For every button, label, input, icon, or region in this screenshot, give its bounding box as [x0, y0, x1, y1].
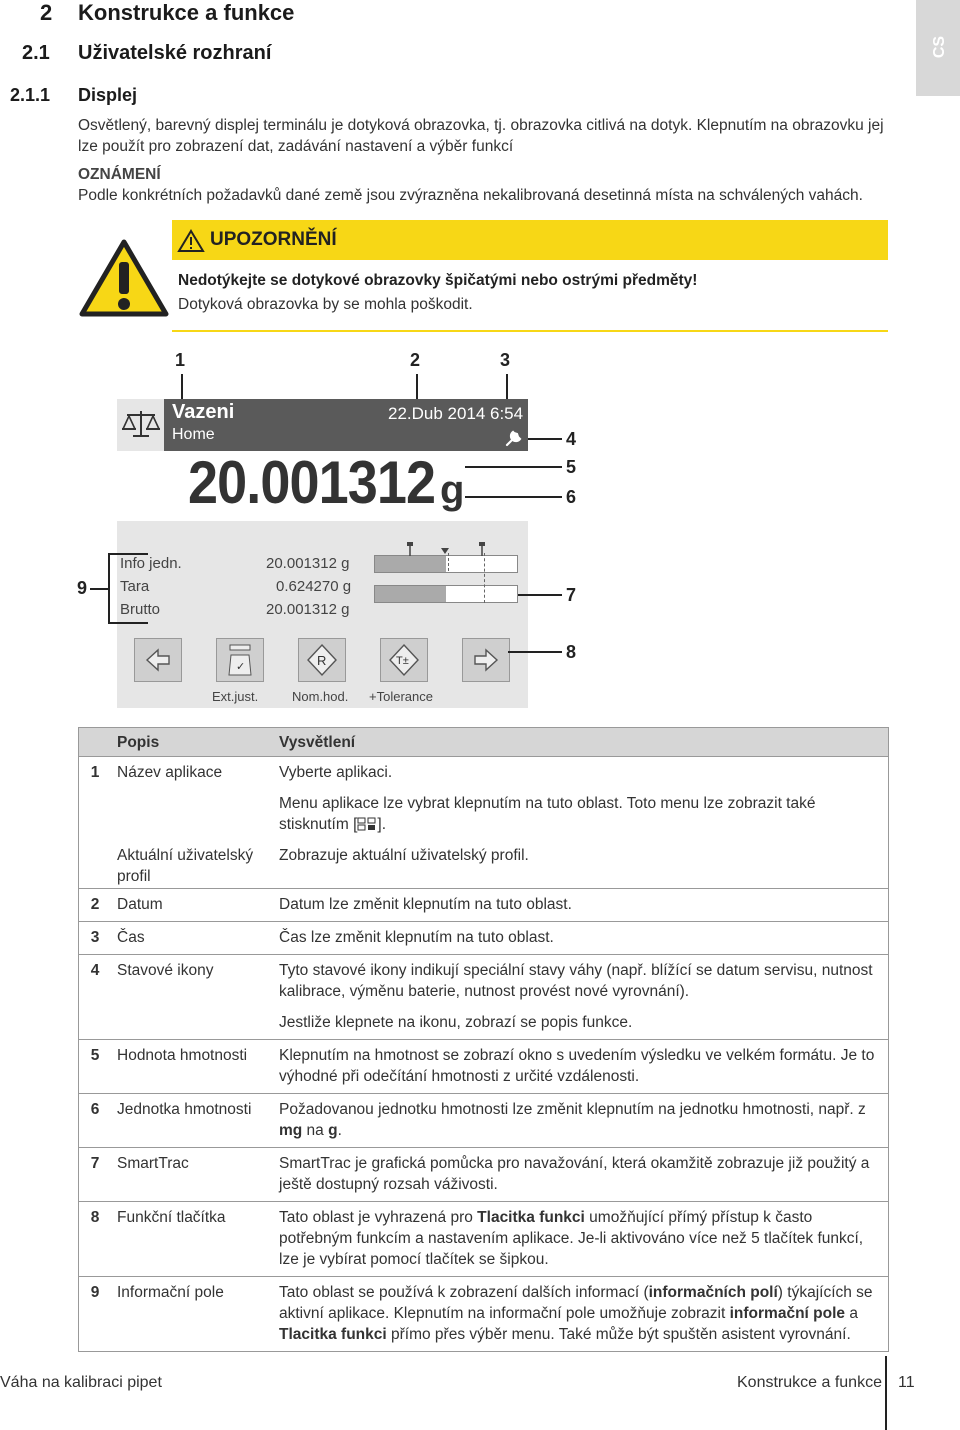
row-number: 6	[79, 1094, 112, 1148]
table-row	[79, 1277, 889, 1352]
row-description	[273, 789, 889, 841]
svg-text:T±: T±	[396, 655, 409, 667]
smarttrac-bar-bottom	[374, 585, 518, 603]
row-text-bold: informačních polí	[648, 1284, 778, 1301]
language-tab	[916, 0, 960, 96]
time-display[interactable]: 6:54	[490, 404, 524, 423]
date-display[interactable]: 22.Dub 2014	[388, 404, 486, 423]
row-text-bold: mg	[279, 1122, 303, 1139]
row-label: SmartTrac	[111, 1148, 273, 1202]
arrow-right-button[interactable]	[462, 638, 510, 682]
tolerance-icon	[381, 639, 427, 681]
info-field-value[interactable]: 20.001312 g	[266, 601, 350, 618]
row-text: a	[845, 1305, 858, 1322]
row-label: Čas	[111, 922, 273, 955]
callout-1: 1	[175, 350, 186, 370]
svg-text:R: R	[317, 653, 327, 668]
weight-unit[interactable]: g	[440, 468, 465, 512]
app-name[interactable]: Vazeni	[172, 401, 235, 423]
chapter-heading	[40, 0, 294, 26]
leader-7	[518, 594, 562, 596]
smarttrac-markers-icon	[400, 540, 500, 560]
row-text: Požadovanou jednotku hmotnosti lze změnit klepnutím na jednotku hmotnosti, např. z	[279, 1101, 866, 1118]
row-label: Funkční tlačítka	[111, 1202, 273, 1277]
subsection-title: Displej	[78, 85, 138, 105]
ext-adjust-button[interactable]	[216, 638, 264, 682]
table-row	[79, 789, 889, 841]
row-description: Tyto stavové ikony indikují speciální stavy váhy (např. blížící se datum servisu, nutnost kalibrace, výměnu baterie, nutnost provést nové vyrovnání).	[273, 955, 889, 1009]
table-row	[79, 889, 889, 922]
info-bracket-bottom	[108, 622, 148, 624]
app-menu-icon	[357, 817, 377, 831]
row-label: Datum	[111, 889, 273, 922]
warning-triangle-icon	[78, 238, 170, 318]
arrow-left-button[interactable]	[134, 638, 182, 682]
section-number: 2.1	[22, 42, 50, 64]
table-row	[79, 1040, 889, 1094]
row-text: ].	[377, 816, 387, 833]
table-row	[79, 1008, 889, 1040]
subsection-heading	[10, 85, 137, 106]
smarttrac-divider-2	[484, 553, 485, 603]
row-description: Čas lze změnit klepnutím na tuto oblast.	[273, 922, 889, 955]
warning-bold-text: Nedotýkejte se dotykové obrazovky špičatými nebo ostrými předměty!	[178, 272, 698, 289]
row-number: 3	[79, 922, 112, 955]
callout-7: 7	[566, 585, 577, 605]
leader-6	[465, 496, 562, 498]
page-number: 11	[898, 1374, 915, 1391]
footer-separator	[885, 1356, 887, 1430]
row-description: Datum lze změnit klepnutím na tuto oblast.	[273, 889, 889, 922]
warning-bottom-rule	[172, 330, 888, 332]
info-field-value[interactable]: 0.624270 g	[276, 578, 352, 595]
svg-text:✓: ✓	[236, 661, 246, 673]
row-text-bold: g	[328, 1122, 338, 1139]
leader-5	[465, 466, 562, 468]
row-text-bold: informační pole	[729, 1305, 846, 1322]
ext-adjust-label: Ext.just.	[212, 689, 259, 704]
arrow-right-icon	[463, 639, 509, 681]
row-text: Tato oblast se používá k zobrazení dalších informací (	[279, 1284, 649, 1301]
row-text-bold: Tlacitka funkci	[279, 1326, 387, 1343]
row-number: 7	[79, 1148, 112, 1202]
info-bracket	[108, 553, 110, 623]
table-header-row	[79, 728, 889, 757]
footer-doc-title: Váha na kalibraci pipet	[0, 1374, 162, 1391]
warning-small-icon	[177, 229, 205, 253]
intro-paragraph: Osvětlený, barevný displej terminálu je dotyková obrazovka, tj. obrazovka citlivá na dotyk. Klepnutím na obrazovku jej lze použít pro zobrazení dat, zadávání nastavení a výběr funkcí	[78, 117, 884, 155]
nominal-value-label: Nom.hod.	[292, 689, 349, 704]
row-description: Zobrazuje aktuální uživatelský profil.	[279, 847, 529, 864]
table-row	[79, 757, 889, 790]
row-number: 9	[79, 1277, 112, 1352]
info-field-label[interactable]: Brutto	[120, 601, 161, 618]
row-description	[273, 1094, 889, 1148]
row-text: umožňující přímý přístup k často potřebným funkcím a nastavením aplikace. Je-li aktivováno více než 5 tlačítek funkcí, lze je vybírat pomocí tlačítek se šipkou.	[279, 1209, 864, 1268]
header-vysvetleni: Vysvětlení	[273, 728, 889, 757]
row-text-bold: Tlacitka funkci	[477, 1209, 585, 1226]
table-row	[79, 955, 889, 1009]
wrench-status-icon[interactable]	[504, 428, 526, 448]
table-row	[79, 841, 889, 889]
leader-8	[508, 651, 562, 653]
chapter-title: Konstrukce a funkce	[78, 0, 295, 25]
row-text: Tato oblast je vyhrazená pro	[279, 1209, 478, 1226]
row-label: Stavové ikony	[111, 955, 273, 1009]
table-row	[79, 1202, 889, 1277]
section-title: Uživatelské rozhraní	[78, 42, 272, 64]
row-label: Hodnota hmotnosti	[111, 1040, 273, 1094]
leader-9	[90, 588, 108, 590]
row-number: 1	[79, 757, 112, 790]
row-label: Název aplikace	[111, 757, 273, 790]
row-description: Klepnutím na hmotnost se zobrazí okno s uvedením výsledku ve velkém formátu. Je to výhodné při odečítání hmotnosti z určité vzdálenosti.	[273, 1040, 889, 1094]
section-heading	[22, 42, 271, 65]
row-label: Jednotka hmotnosti	[111, 1094, 273, 1148]
callout-3: 3	[500, 350, 511, 370]
row-description	[273, 1202, 889, 1277]
row-text: ) týkajících se aktivní aplikace. Klepnutím na informační pole umožňuje zobrazit	[279, 1284, 873, 1322]
row-number: 4	[79, 955, 112, 1009]
table-row	[79, 1148, 889, 1202]
row-number: 2	[79, 889, 112, 922]
tolerance-button[interactable]	[380, 638, 428, 682]
callout-8: 8	[566, 642, 577, 662]
row-description: SmartTrac je grafická pomůcka pro navažování, která okamžitě zobrazuje již použitý a ještě dostupný rozsah váživosti.	[273, 1148, 889, 1202]
callout-6: 6	[566, 487, 577, 507]
user-profile[interactable]: Home	[172, 426, 215, 443]
table-row	[79, 1094, 889, 1148]
reference-weight-icon	[299, 639, 345, 681]
row-label: Aktuální uživatelský profil	[117, 847, 254, 885]
row-text: Menu aplikace lze vybrat klepnutím na tuto oblast. Toto menu lze zobrazit také stisknutím [	[279, 795, 816, 833]
weight-value[interactable]: 20.001312	[188, 449, 436, 516]
balance-scale-icon[interactable]	[121, 408, 161, 440]
callout-4: 4	[566, 429, 577, 449]
row-description: Vyberte aplikaci.	[273, 757, 889, 790]
notice-title: OZNÁMENÍ	[78, 166, 161, 183]
chapter-number: 2	[40, 0, 53, 25]
notice-text: Podle konkrétních požadavků dané země jsou zvýrazněna nekalibrovaná desetinná místa na schválených vahách.	[78, 187, 863, 204]
header-popis: Popis	[111, 728, 273, 757]
row-description	[273, 1277, 889, 1352]
weight-adjust-icon	[217, 639, 263, 681]
language-code: CS	[931, 35, 949, 59]
tolerance-label: +Tolerance	[369, 689, 433, 704]
info-field-value[interactable]: 20.001312 g	[266, 555, 350, 572]
footer-chapter: Konstrukce a funkce	[737, 1374, 882, 1391]
header-number	[79, 728, 112, 757]
warning-title: UPOZORNĚNÍ	[210, 229, 337, 250]
row-text: .	[337, 1122, 342, 1139]
row-text: na	[302, 1122, 329, 1139]
row-text: přímo přes výběr menu. Také může být spuštěn asistent vyrovnání.	[386, 1326, 851, 1343]
row-label: Informační pole	[111, 1277, 273, 1352]
smarttrac-fill-bottom	[375, 586, 446, 602]
leader-4	[528, 438, 562, 440]
warning-text: Dotyková obrazovka by se mohla poškodit.	[178, 296, 473, 313]
smarttrac-divider	[448, 553, 449, 571]
table-row	[79, 922, 889, 955]
nominal-value-button[interactable]	[298, 638, 346, 682]
info-field-label[interactable]: Info jedn.	[120, 555, 182, 572]
info-field-label[interactable]: Tara	[120, 578, 150, 595]
subsection-number: 2.1.1	[10, 85, 51, 105]
callout-5: 5	[566, 457, 577, 477]
arrow-left-icon	[135, 639, 181, 681]
row-description: Jestliže klepnete na ikonu, zobrazí se popis funkce.	[279, 1014, 633, 1031]
row-number: 8	[79, 1202, 112, 1277]
callout-2: 2	[410, 350, 421, 370]
description-table	[78, 727, 889, 1352]
callout-9: 9	[77, 578, 88, 598]
row-number: 5	[79, 1040, 112, 1094]
